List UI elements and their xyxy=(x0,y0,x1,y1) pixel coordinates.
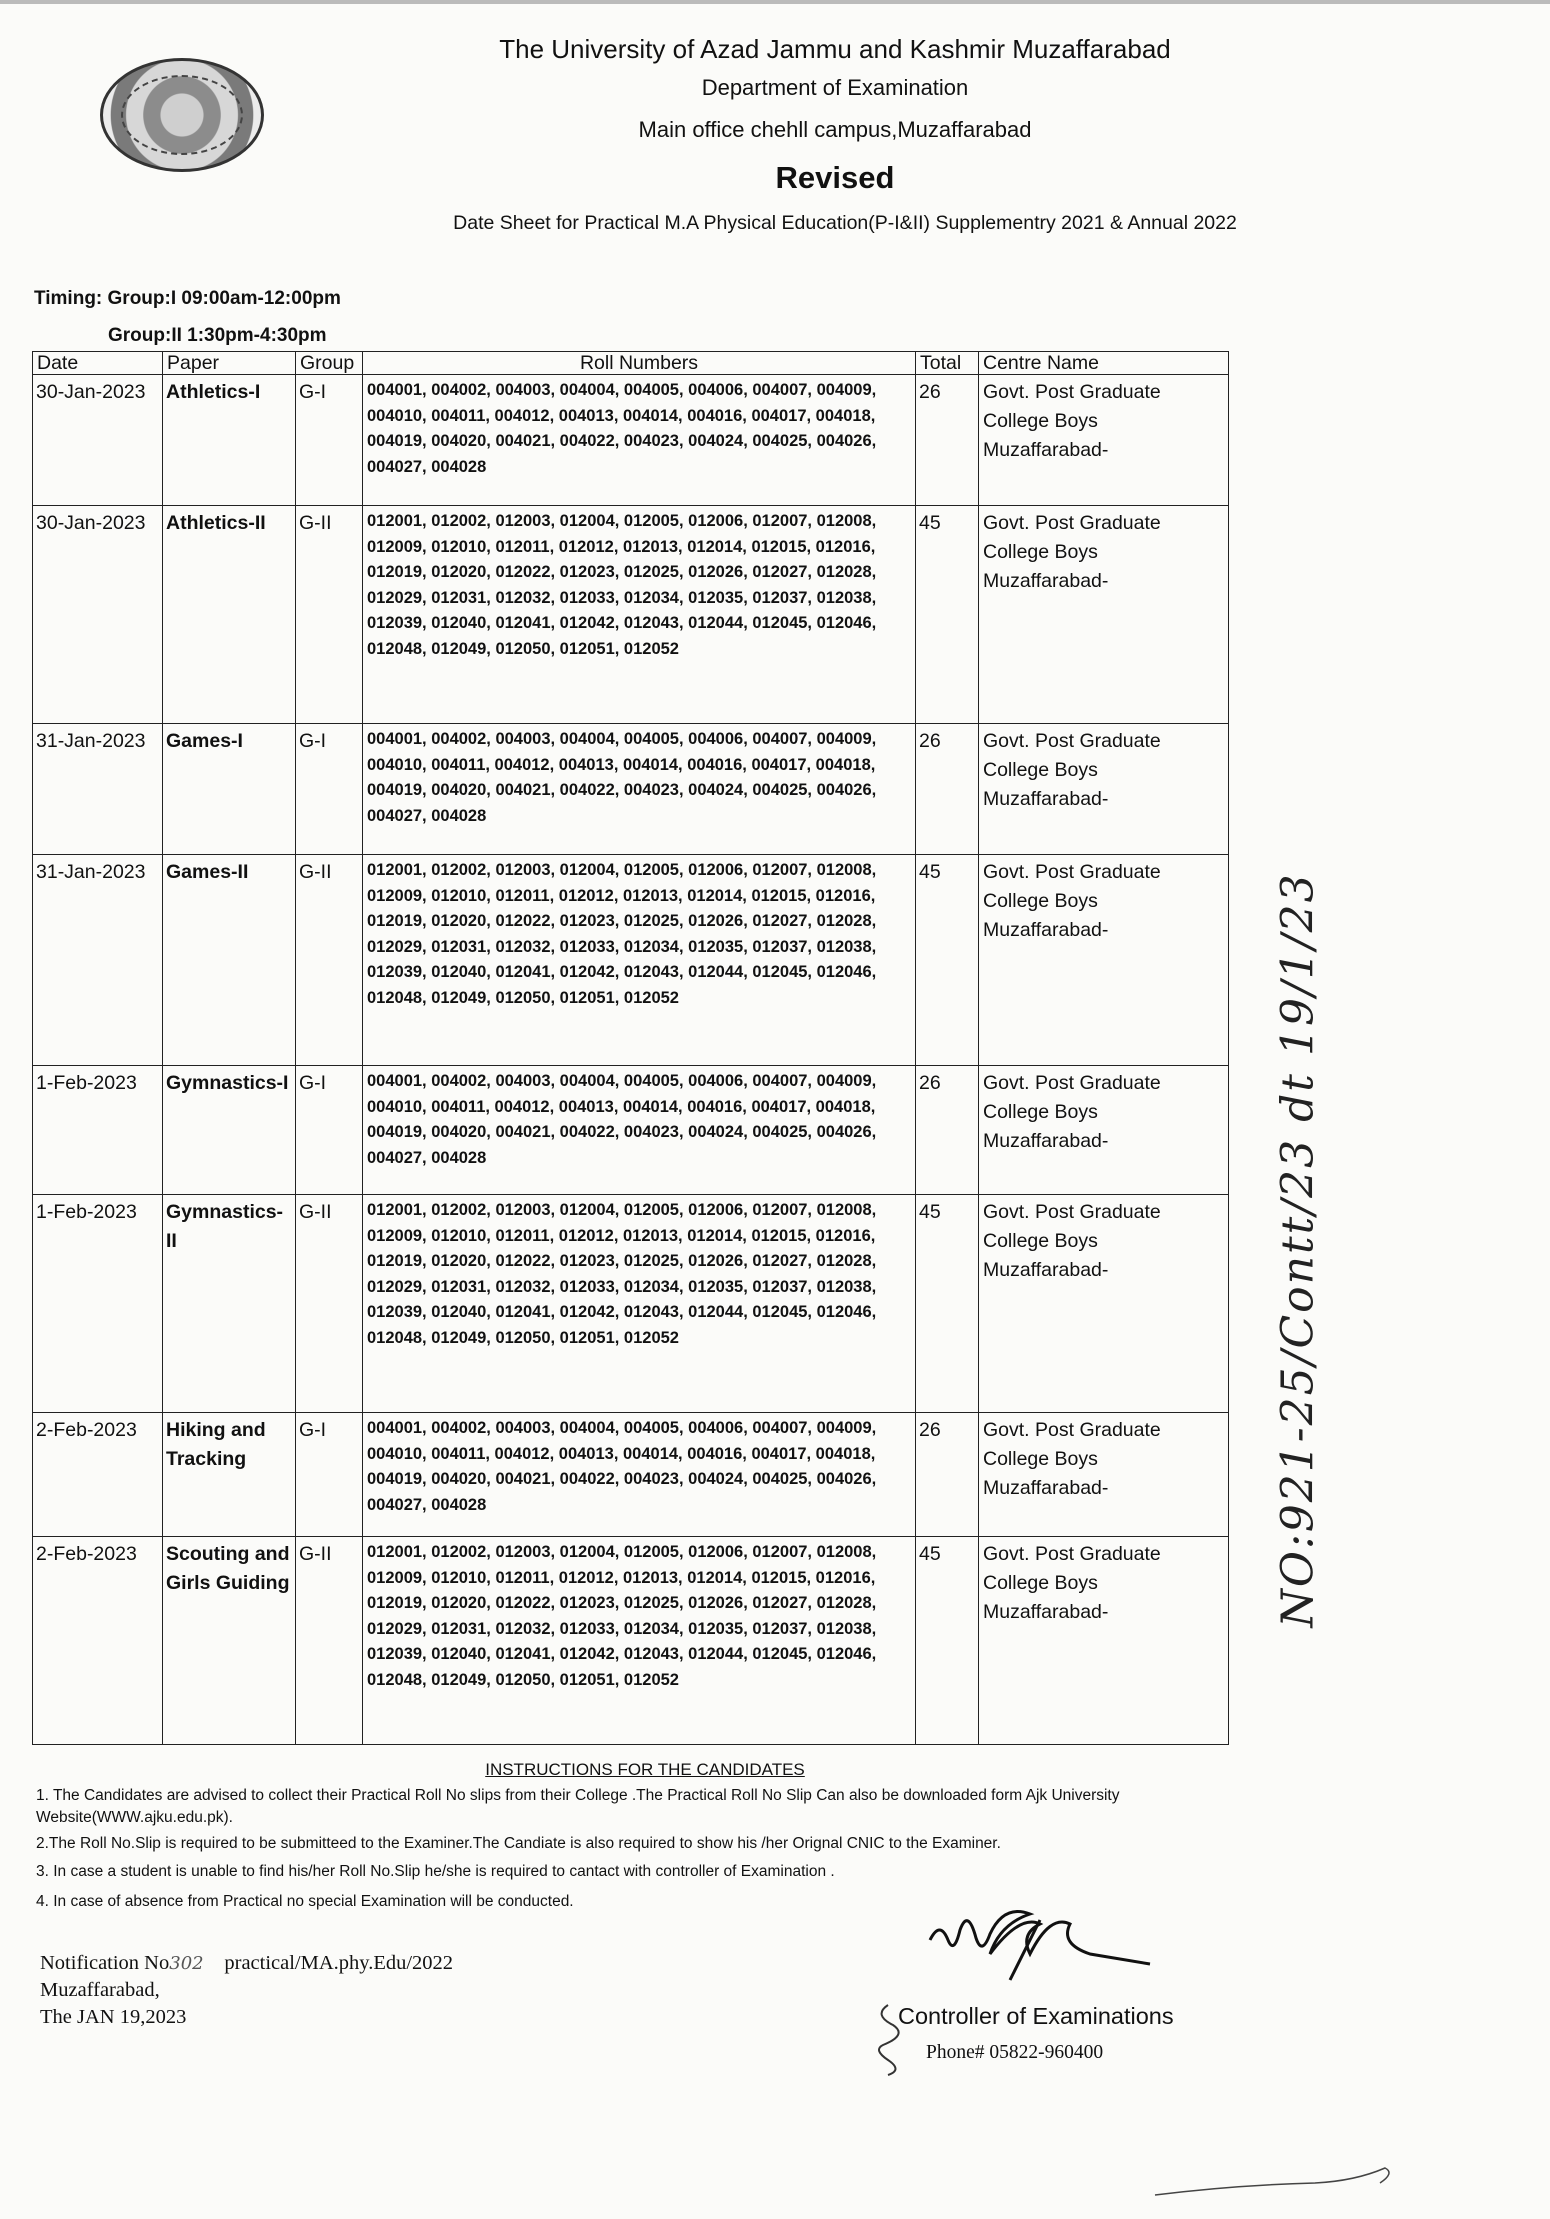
cell-date: 2-Feb-2023 xyxy=(33,1413,163,1537)
department-name: Department of Examination xyxy=(701,75,969,100)
cell-centre: Govt. Post Graduate College Boys Muzaffarabad- xyxy=(979,1195,1229,1413)
instruction-item: 1. The Candidates are advised to collect their Practical Roll No slips from their College .The Practical Roll No Slip Can also be downloaded form Ajk University Website(WWW.ajku.edu.pk). xyxy=(36,1787,1120,1826)
cell-centre: Govt. Post Graduate College Boys Muzaffarabad- xyxy=(979,1066,1229,1195)
cell-date: 1-Feb-2023 xyxy=(33,1195,163,1413)
pen-scribble xyxy=(1150,2150,1410,2210)
cell-roll-numbers: 004001, 004002, 004003, 004004, 004005, 004006, 004007, 004009, 004010, 004011, 004012, 004013, 004014, 004016, 004017, 004018, 004019, 004020, 004021, 004022, 004023, 004024, 004025, 004026, 004027, 004028 xyxy=(363,724,916,855)
header-paper: Paper xyxy=(163,352,296,375)
instruction-item: 3. In case a student is unable to find his/her Roll No.Slip he/she is required to cantact with controller of Examination . xyxy=(36,1863,835,1880)
handwritten-reference-note: NO:921-25/Contt/23 dt 19/1/23 xyxy=(1272,872,1324,1628)
date-sheet-table xyxy=(32,351,1229,1745)
timing-group-1: Timing: Group:I 09:00am-12:00pm xyxy=(34,288,341,309)
controller-title: Controller of Examinations xyxy=(898,2003,1174,2029)
cell-roll-numbers: 004001, 004002, 004003, 004004, 004005, 004006, 004007, 004009, 004010, 004011, 004012, 004013, 004014, 004016, 004017, 004018, 004019, 004020, 004021, 004022, 004023, 004024, 004025, 004026, 004027, 004028 xyxy=(363,375,916,506)
cell-date: 2-Feb-2023 xyxy=(33,1537,163,1745)
cell-paper: Athletics-II xyxy=(163,506,296,724)
header-roll-numbers: Roll Numbers xyxy=(363,352,916,375)
table-row xyxy=(33,375,1229,506)
instruction-item: 4. In case of absence from Practical no special Examination will be conducted. xyxy=(36,1893,574,1910)
table-row xyxy=(33,855,1229,1066)
cell-paper: Games-I xyxy=(163,724,296,855)
cell-centre: Govt. Post Graduate College Boys Muzaffarabad- xyxy=(979,855,1229,1066)
cell-total: 26 xyxy=(916,1066,979,1195)
cell-date: 1-Feb-2023 xyxy=(33,1066,163,1195)
cell-paper: Athletics-I xyxy=(163,375,296,506)
cell-centre: Govt. Post Graduate College Boys Muzaffarabad- xyxy=(979,375,1229,506)
cell-group: G-II xyxy=(296,506,363,724)
header-centre-name: Centre Name xyxy=(979,352,1229,375)
cell-group: G-II xyxy=(296,1537,363,1745)
cell-paper: Hiking and Tracking xyxy=(163,1413,296,1537)
office-address: Main office chehll campus,Muzaffarabad xyxy=(638,117,1032,142)
cell-total: 26 xyxy=(916,724,979,855)
cell-group: G-I xyxy=(296,724,363,855)
cell-group: G-II xyxy=(296,1195,363,1413)
revised-label: Revised xyxy=(775,160,895,195)
table-row xyxy=(33,506,1229,724)
cell-roll-numbers: 012001, 012002, 012003, 012004, 012005, 012006, 012007, 012008, 012009, 012010, 012011, 012012, 012013, 012014, 012015, 012016, 012019, 012020, 012022, 012023, 012025, 012026, 012027, 012028, 012029, 012031, 012032, 012033, 012034, 012035, 012037, 012038, 012039, 012040, 012041, 012042, 012043, 012044, 012045, 012046, 012048, 012049, 012050, 012051, 012052 xyxy=(363,1195,916,1413)
notification-reference: practical/MA.phy.Edu/2022 xyxy=(224,1952,454,1974)
cell-total: 45 xyxy=(916,506,979,724)
cell-roll-numbers: 012001, 012002, 012003, 012004, 012005, 012006, 012007, 012008, 012009, 012010, 012011, 012012, 012013, 012014, 012015, 012016, 012019, 012020, 012022, 012023, 012025, 012026, 012027, 012028, 012029, 012031, 012032, 012033, 012034, 012035, 012037, 012038, 012039, 012040, 012041, 012042, 012043, 012044, 012045, 012046, 012048, 012049, 012050, 012051, 012052 xyxy=(363,506,916,724)
university-name: The University of Azad Jammu and Kashmir Muzaffarabad xyxy=(499,34,1171,64)
cell-group: G-II xyxy=(296,855,363,1066)
cell-centre: Govt. Post Graduate College Boys Muzaffarabad- xyxy=(979,506,1229,724)
cell-date: 31-Jan-2023 xyxy=(33,855,163,1066)
cell-total: 45 xyxy=(916,1195,979,1413)
cell-roll-numbers: 004001, 004002, 004003, 004004, 004005, 004006, 004007, 004009, 004010, 004011, 004012, 004013, 004014, 004016, 004017, 004018, 004019, 004020, 004021, 004022, 004023, 004024, 004025, 004026, 004027, 004028 xyxy=(363,1413,916,1537)
cell-group: G-I xyxy=(296,1066,363,1195)
notification-block xyxy=(40,1950,453,2031)
cell-centre: Govt. Post Graduate College Boys Muzaffarabad- xyxy=(979,1537,1229,1745)
instruction-item: 2.The Roll No.Slip is required to be submitteed to the Examiner.The Candiate is also required to show his /her Orignal CNIC to the Examiner. xyxy=(36,1835,1001,1852)
cell-group: G-I xyxy=(296,1413,363,1537)
cell-roll-numbers: 012001, 012002, 012003, 012004, 012005, 012006, 012007, 012008, 012009, 012010, 012011, 012012, 012013, 012014, 012015, 012016, 012019, 012020, 012022, 012023, 012025, 012026, 012027, 012028, 012029, 012031, 012032, 012033, 012034, 012035, 012037, 012038, 012039, 012040, 012041, 012042, 012043, 012044, 012045, 012046, 012048, 012049, 012050, 012051, 012052 xyxy=(363,855,916,1066)
handwritten-number: 302 xyxy=(169,1953,204,1974)
cell-group: G-I xyxy=(296,375,363,506)
notification-city: Muzaffarabad, xyxy=(40,1979,160,2001)
table-row xyxy=(33,724,1229,855)
cell-total: 26 xyxy=(916,375,979,506)
cell-roll-numbers: 012001, 012002, 012003, 012004, 012005, 012006, 012007, 012008, 012009, 012010, 012011, 012012, 012013, 012014, 012015, 012016, 012019, 012020, 012022, 012023, 012025, 012026, 012027, 012028, 012029, 012031, 012032, 012033, 012034, 012035, 012037, 012038, 012039, 012040, 012041, 012042, 012043, 012044, 012045, 012046, 012048, 012049, 012050, 012051, 012052 xyxy=(363,1537,916,1745)
cell-total: 45 xyxy=(916,1537,979,1745)
cell-paper: Games-II xyxy=(163,855,296,1066)
cell-date: 30-Jan-2023 xyxy=(33,375,163,506)
cell-paper: Gymnastics-I xyxy=(163,1066,296,1195)
table-row xyxy=(33,1195,1229,1413)
header-group: Group xyxy=(296,352,363,375)
cell-paper: Scouting and Girls Guiding xyxy=(163,1537,296,1745)
timing-group-2: Group:II 1:30pm-4:30pm xyxy=(108,325,327,346)
notification-date: The JAN 19,2023 xyxy=(40,2006,187,2028)
scan-edge xyxy=(0,0,1550,4)
cell-roll-numbers: 004001, 004002, 004003, 004004, 004005, 004006, 004007, 004009, 004010, 004011, 004012, 004013, 004014, 004016, 004017, 004018, 004019, 004020, 004021, 004022, 004023, 004024, 004025, 004026, 004027, 004028 xyxy=(363,1066,916,1195)
header-total: Total xyxy=(916,352,979,375)
cell-centre: Govt. Post Graduate College Boys Muzaffarabad- xyxy=(979,1413,1229,1537)
table-row xyxy=(33,1537,1229,1745)
cell-date: 30-Jan-2023 xyxy=(33,506,163,724)
cell-total: 45 xyxy=(916,855,979,1066)
controller-phone: Phone# 05822-960400 xyxy=(926,2042,1104,2063)
table-row xyxy=(33,1066,1229,1195)
instructions-title: INSTRUCTIONS FOR THE CANDIDATES xyxy=(485,1760,805,1779)
datesheet-subtitle: Date Sheet for Practical M.A Physical Education(P-I&II) Supplementry 2021 & Annual 2022 xyxy=(453,212,1237,234)
controller-signature xyxy=(920,1900,1180,1990)
header-date: Date xyxy=(33,352,163,375)
table-header-row xyxy=(33,352,1229,375)
cell-centre: Govt. Post Graduate College Boys Muzaffarabad- xyxy=(979,724,1229,855)
cell-paper: Gymnastics-II xyxy=(163,1195,296,1413)
table-row xyxy=(33,1413,1229,1537)
cell-total: 26 xyxy=(916,1413,979,1537)
cell-date: 31-Jan-2023 xyxy=(33,724,163,855)
notification-prefix: Notification No xyxy=(40,1952,170,1974)
